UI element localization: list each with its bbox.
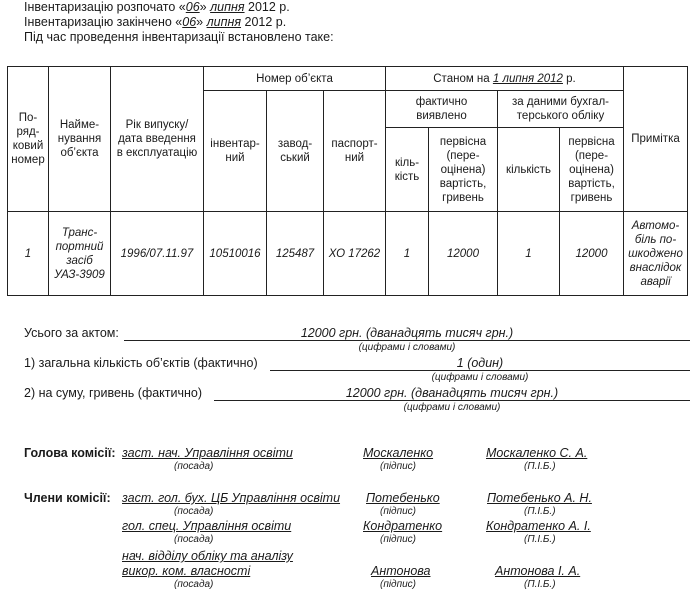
member2-signature: Кондратенко — [363, 519, 443, 533]
cell-cost-accounting: 12000 — [560, 212, 624, 296]
inventory-end-line — [24, 15, 334, 30]
sum-label: 2) на суму, гривень (фактично) — [24, 386, 203, 400]
intro-block — [24, 0, 334, 45]
member2-signature-caption: (підпис) — [380, 534, 416, 545]
total-caption: (цифрами і словами) — [358, 342, 456, 353]
start-year: 2012 р. — [244, 0, 290, 14]
member1-name-caption: (П.І.Б.) — [524, 506, 556, 517]
count-value: 1 (один) — [270, 356, 690, 371]
member1-name: Потебенько А. Н. — [487, 491, 592, 505]
end-mid: » — [196, 15, 207, 29]
head-name: Москаленко С. А. — [486, 446, 588, 460]
inventory-table — [7, 66, 688, 296]
start-prefix: Інвентаризацію розпочато « — [24, 0, 186, 14]
member2-position-caption: (посада) — [174, 534, 214, 545]
table-row — [8, 212, 688, 296]
member2-name-caption: (П.І.Б.) — [524, 534, 556, 545]
header-qty-accounting: кількість — [498, 128, 560, 212]
member3-name: Антонова І. А. — [495, 564, 581, 578]
member3-position-caption: (посада) — [174, 579, 214, 590]
cell-name: Транс- портний засіб УАЗ-3909 — [49, 212, 111, 296]
cell-factory: 125487 — [267, 212, 324, 296]
member2-name: Кондратенко А. І. — [486, 519, 591, 533]
head-label: Голова комісії: — [24, 446, 116, 460]
head-name-caption: (П.І.Б.) — [524, 461, 556, 472]
sum-line — [24, 386, 692, 400]
member3-name-caption: (П.І.Б.) — [524, 579, 556, 590]
header-cost-accounting: первісна (пере- оцінена) вартість, гривень — [560, 128, 624, 212]
cell-year: 1996/07.11.97 — [111, 212, 204, 296]
count-caption: (цифрами і словами) — [431, 372, 529, 383]
head-signature: Москаленко — [363, 446, 434, 460]
member1-position: заст. гол. бух. ЦБ Управління освіти — [122, 491, 341, 505]
member2-position: гол. спец. Управління освіти — [122, 519, 292, 533]
header-number: По- ряд- ковий номер — [8, 67, 49, 212]
end-month: липня — [206, 15, 242, 29]
header-inventory: інвентар- ний — [204, 91, 267, 212]
header-qty-actual: кіль- кість — [386, 128, 429, 212]
cell-qty-actual: 1 — [386, 212, 429, 296]
start-month: липня — [210, 0, 245, 14]
sum-value: 12000 грн. (дванадцять тисяч грн.) — [214, 386, 690, 401]
head-signature-caption: (підпис) — [380, 461, 416, 472]
member3-position: викор. ком. власності — [122, 564, 251, 578]
header-cost-actual: первісна (пере- оцінена) вартість, гривень — [429, 128, 498, 212]
count-line — [24, 356, 692, 370]
end-prefix: Інвентаризацію закінчено « — [24, 15, 183, 29]
sum-caption: (цифрами і словами) — [403, 402, 501, 413]
count-label: 1) загальна кількість об’єктів (фактично) — [24, 356, 258, 370]
members-label: Члени комісії: — [24, 491, 111, 505]
cell-number: 1 — [8, 212, 49, 296]
header-factory: завод- ський — [267, 91, 324, 212]
member1-signature: Потебенько — [366, 491, 440, 505]
cell-note: Автомо- біль по- шкоджено внаслідок аварії — [624, 212, 688, 296]
header-accounting: за даними бухгал- терського обліку — [498, 91, 624, 128]
end-year: 2012 р. — [241, 15, 287, 29]
member1-position-caption: (посада) — [174, 506, 214, 517]
header-passport: паспорт- ний — [324, 91, 386, 212]
cell-passport: ХО 17262 — [324, 212, 386, 296]
member3-position-line1: нач. відділу обліку та аналізу — [122, 549, 293, 563]
head-position-caption: (посада) — [174, 461, 214, 472]
cell-inventory: 10510016 — [204, 212, 267, 296]
total-line — [24, 326, 692, 340]
total-value: 12000 грн. (дванадцять тисяч грн.) — [124, 326, 690, 341]
member3-signature-caption: (підпис) — [380, 579, 416, 590]
header-object-number: Номер об’єкта — [204, 67, 386, 91]
cell-cost-actual: 12000 — [429, 212, 498, 296]
cell-qty-accounting: 1 — [498, 212, 560, 296]
start-mid: » — [199, 0, 211, 14]
header-name: Найме- нування об’єкта — [49, 67, 111, 212]
findings-line: Під час проведення інвентаризації встановлено таке: — [24, 30, 334, 44]
total-label: Усього за актом: — [24, 326, 119, 340]
end-day: 06 — [182, 15, 197, 29]
member3-signature: Антонова — [371, 564, 431, 578]
start-day: 06 — [185, 0, 200, 14]
header-note: Примітка — [624, 67, 688, 212]
head-position: заст. нач. Управління освіти — [122, 446, 293, 460]
member1-signature-caption: (підпис) — [380, 506, 416, 517]
header-status: Станом на 1 липня 2012 р. — [386, 67, 624, 91]
header-actual: фактично виявлено — [386, 91, 498, 128]
inventory-start-line — [24, 0, 334, 15]
header-year: Рік випуску/ дата введення в експлуатацію — [111, 67, 204, 212]
